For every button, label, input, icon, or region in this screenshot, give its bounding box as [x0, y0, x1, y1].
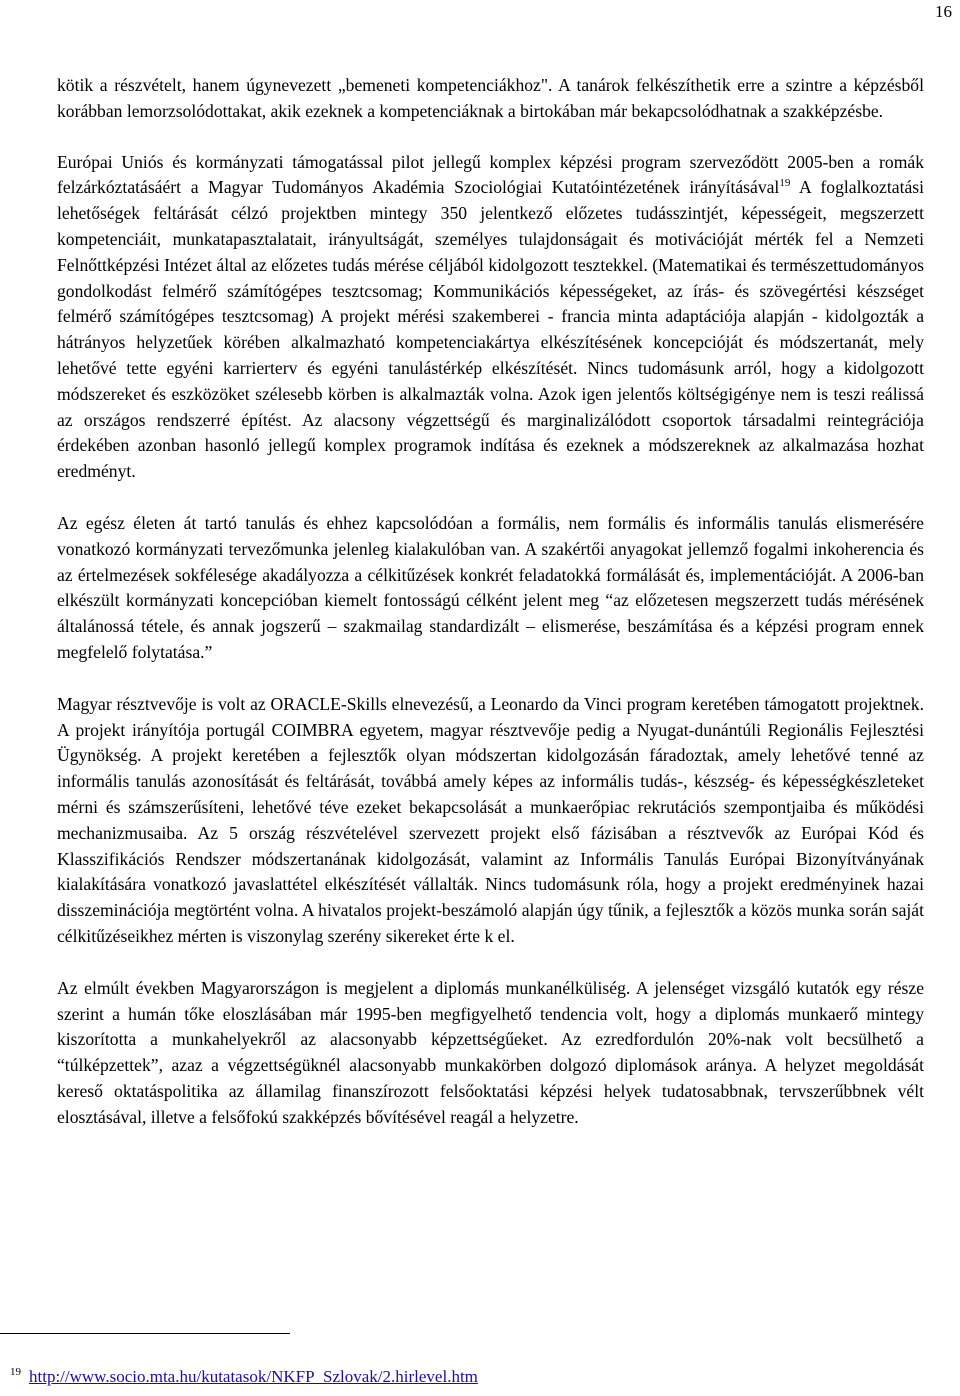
- footnote-reference[interactable]: 19: [779, 177, 791, 190]
- footnote: [0, 1366, 960, 1388]
- footnote-link[interactable]: http://www.socio.mta.hu/kutatasok/NKFP_Szlovak/2.hirlevel.htm: [29, 1367, 478, 1386]
- paragraph-3: Az egész életen át tartó tanulás és ehhez kapcsolódóan a formális, nem formális és informális tanulás elismerésére vonatkozó kormányzati tervezőmunka jelenleg kialakulóban van. A szakértői anyagokat jellemző fogalmi inkoherencia és az értelmezések sokfélesége akadályozza a célkitűzések konkrét feladatokká formálását és, implementációját. A 2006-ban elkészült kormányzati koncepcióban kiemelt fontosságú célként jelent meg “az előzetesen megszerzett tudás mérésének általánossá tétele, és annak jogszerű – szakmailag standardizált – elismerése, beszámítása és a képzési program ennek megfelelő folytatása.”: [57, 512, 924, 662]
- paragraph-4: Magyar résztvevője is volt az ORACLE-Skills elnevezésű, a Leonardo da Vinci program keretében támogatott projektnek. A projekt irányítója portugál COIMBRA egyetem, magyar résztvevője pedig a Nyugat-dunántúli Regionális Fejlesztési Ügynökség. A projekt keretében a fejlesztők olyan módszertan kidolgozásán fáradoztak, amely lehetővé tenné az informális tanulás azonosítását és feltárását, továbbá amely képes az informális tudás-, készség- és képességkészleteket mérni és számszerűsíteni, lehetővé téve ezeket bekapcsolását a munkaerőpiac rekrutációs szempontjaiba és működési mechanizmusaiba. Az 5 ország részvételével szervezett projekt első fázisában a résztvevők az Európai Kód és Klasszifikációs Rendszer módszertanának kidolgozását, valamint az Informális Tanulás Európai Bizonyítványának kialakítására vonatkozó javaslattétel elkészítését vállalták. Nincs tudomásunk róla, hogy a projekt eredményinek hazai disszeminációja megtörtént volna. A hivatalos projekt-beszámoló alapján úgy tűnik, a fejlesztők a közös munka során saját célkitűzéseikhez mérten is viszonylag szerény sikereket érte k el.: [57, 693, 924, 946]
- paragraph-2-part-b: A foglalkoztatási lehetőségek feltárását célzó projektben mintegy 350 jelentkező előzetes tudásszintjét, képességeit, megszerzett kompetenciáit, munkatapasztalatait, irányultságát, személyes tulajdonságait és motivációját mérték fel a Nemzeti Felnőttképzési Intézet által az előzetes tudás mérése céljából kidolgozott tesztekkel. (Matematikai és természettudományos gondolkodást felmérő számítógépes tesztcsomag; Kommunikációs képességeket, az írás- és szövegértési készséget felmérő számítógépes tesztcsomag) A projekt mérési szakemberei - francia minta adaptációja alapján - kidolgozták a hátrányos helyzetűek körében alkalmazható kompetenciakártya elkészítésének koncepcióját és módszertanát, mely lehetővé tette egyéni karrierterv és egyéni tanulástérkép elkészítését. Nincs tudomásunk arról, hogy a kidolgozott módszereket és eszközöket szélesebb körben is alkalmazták volna. Azok igen jelentős költségigénye nem is teszi reálissá az országos rendszerré építést. Az alacsony végzettségű és marginalizálódott csoportok társadalmi reintegrációja érdekében azonban hasonló jellegű komplex programok indítása és ezeknek a módszereknek az alkalmazása hozhat eredményt.: [57, 177, 924, 482]
- footnote-number: 19: [10, 1366, 21, 1378]
- paragraph-5: Az elmúlt években Magyarországon is megjelent a diplomás munkanélküliség. A jelenséget vizsgáló kutatók egy része szerint a humán tőke eloszlásában már 1995-ben megfigyelhető tendencia volt, hogy a diplomás munkaerő mintegy kiszorította a munkahelyekről az alacsonyabb képzettségűeket. Az ezredfordulón 20%-nak volt becsülhető a “túlképzettek”, azaz a végzettségüknél alacsonyabb munkakörben dolgozó diplomások aránya. A helyzet megoldását kereső oktatáspolitika az államilag finanszírozott felsőoktatási képzési helyek tudatosabbnak, tervszerűbbnek vélt elosztásával, illetve a felsőfokú szakképzés bővítésével reagál a helyzetre.: [57, 977, 924, 1127]
- body-text: [57, 73, 924, 1156]
- paragraph-2-part-a: Európai Uniós és kormányzati támogatással pilot jellegű komplex képzési program szerveződött 2005-ben a romák felzárkóztatásáért a Magyar Tudományos Akadémia Szociológiai Kutatóintézetének irányításával: [57, 151, 924, 198]
- paragraph-2: [57, 150, 924, 485]
- paragraph-1: kötik a részvételt, hanem úgynevezett „bemeneti kompetenciákhoz". A tanárok felkészíthetik erre a szintre a képzésből korábban lemorzsolódottakat, akik ezeknek a kompetenciáknak a birtokában már bekapcsolódhatnak a szakképzésbe.: [57, 75, 924, 121]
- page-number: 16: [935, 2, 952, 21]
- footnote-separator: [0, 1333, 290, 1334]
